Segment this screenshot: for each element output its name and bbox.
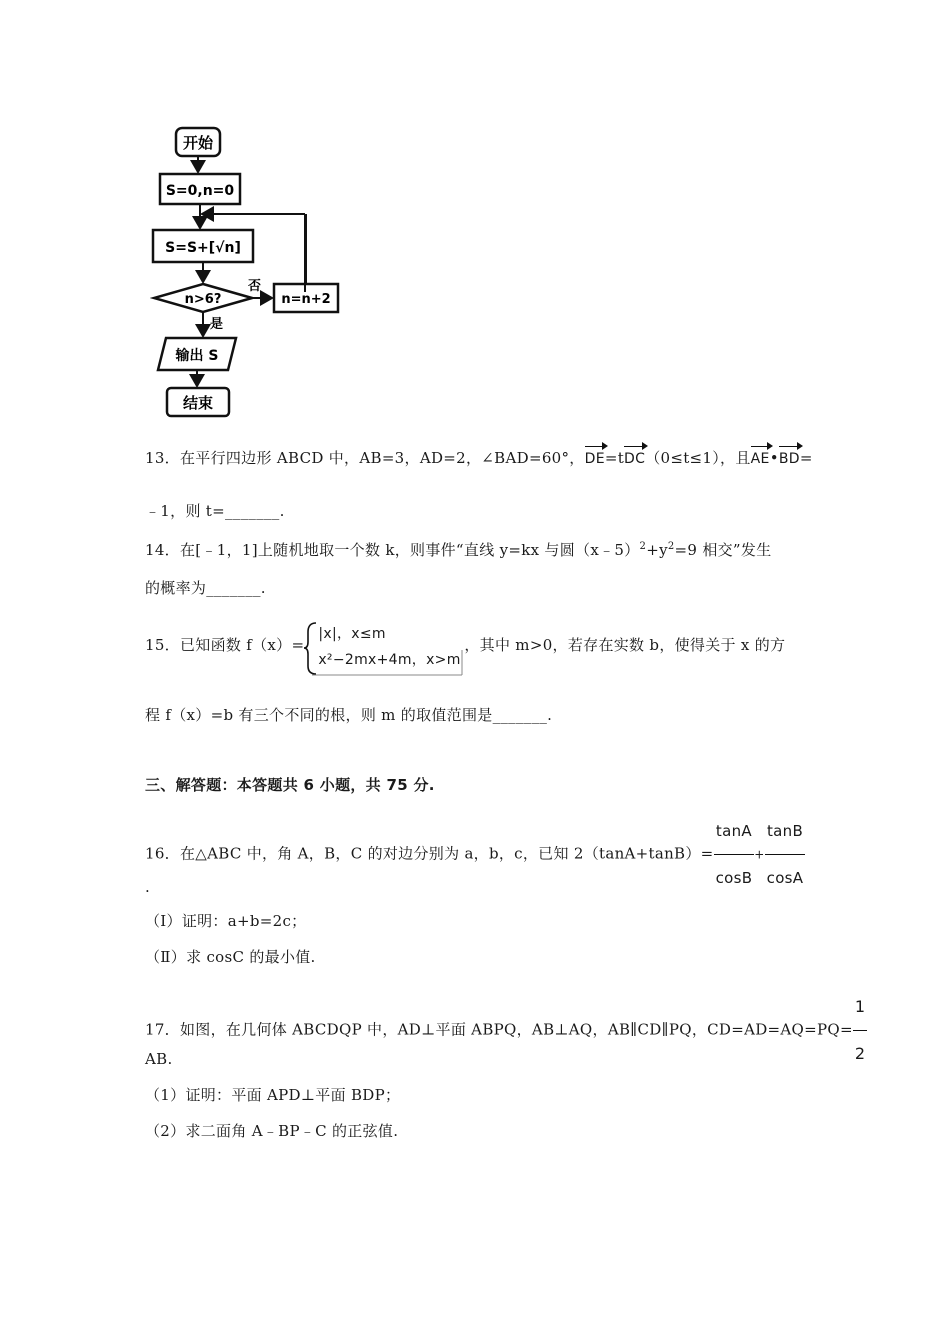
q13-line1 [145, 446, 813, 470]
flowchart-figure [150, 122, 370, 422]
q14-sup-b: 2 [667, 541, 675, 552]
flow-no-label: 否 [248, 279, 262, 294]
q15-line1 [145, 617, 785, 673]
vector-ae: AE [751, 446, 770, 470]
q16-frac-1 [714, 808, 755, 901]
q17-text: 17．如图，在几何体 ABCDQP 中，AD⊥平面 ABPQ，AB⊥AQ，AB∥CD∥PQ，CD=AD=AQ=PQ= [145, 1020, 853, 1039]
flow-yes-label: 是 [210, 317, 224, 332]
q17-frac [853, 984, 867, 1077]
q16-frac1-num: tanA [714, 808, 755, 855]
q16-frac2-den: cosA [766, 869, 804, 887]
q14-text-a: 14．在[﹣1，1]上随机地取一个数 k，则事件“直线 y=kx 与圆（x﹣5） [145, 541, 640, 559]
flow-end-text: 结束 [182, 394, 214, 412]
q16-frac-2 [765, 808, 806, 901]
flow-start-text: 开始 [182, 134, 214, 152]
q14-text-c: =9 相交”发生 [674, 541, 772, 559]
q14-line2: 的概率为_______. [145, 579, 266, 597]
section-3-heading: 三、解答题：本答题共 6 小题，共 75 分. [145, 776, 435, 794]
q14-text-b: +y [646, 541, 668, 559]
q16-text: 16．在△ABC 中，角 A，B，C 的对边分别为 a，b，c，已知 2（tanA+tanB）= [145, 844, 714, 863]
q17-part1: （1）证明：平面 APD⊥平面 BDP； [145, 1086, 401, 1104]
flow-increment-text: n=n+2 [281, 292, 331, 307]
q17-line1 [145, 984, 867, 1077]
q17-line2: AB. [145, 1050, 173, 1068]
q16-plus: + [754, 847, 765, 862]
q16-period: . [145, 878, 151, 896]
q15-line2: 程 f（x）=b 有三个不同的根，则 m 的取值范围是_______. [145, 706, 553, 724]
q15-case1: |x|，x≤m [318, 626, 386, 642]
q17-frac-num: 1 [853, 984, 867, 1031]
q16-part1: （Ⅰ）证明：a+b=2c； [145, 912, 307, 930]
q13-line2: ﹣1，则 t=_______. [145, 502, 285, 520]
q15-suffix: ，其中 m>0，若存在实数 b，使得关于 x 的方 [464, 636, 786, 654]
q15-case2: x²−2mx+4m，x>m [318, 652, 461, 668]
q15-piecewise [304, 620, 464, 672]
q17-frac-den: 2 [854, 1044, 866, 1063]
q13-dot: • [769, 449, 779, 467]
flow-condition-text: n>6? [184, 292, 222, 307]
q13-eq: = [799, 449, 813, 467]
flow-accumulate-text: S=S+[√n] [165, 240, 241, 256]
q17-part2: （2）求二面角 A﹣BP﹣C 的正弦值. [145, 1122, 399, 1140]
q16-frac1-den: cosB [715, 869, 753, 887]
vector-bd: BD [779, 446, 800, 470]
q16-frac2-num: tanB [765, 808, 806, 855]
vector-dc: DC [624, 446, 645, 470]
q15-prefix: 15．已知函数 f（x）= [145, 636, 305, 654]
q14-sup-a: 2 [639, 541, 647, 552]
q13-text-a: 13．在平行四边形 ABCD 中，AB=3，AD=2，∠BAD=60°， [145, 449, 585, 467]
q16-line1 [145, 808, 805, 901]
vector-de: DE [585, 446, 605, 470]
flow-output-text: 输出 S [175, 348, 219, 364]
q13-range: （0≤t≤1），且 [645, 449, 751, 467]
q16-part2: （Ⅱ）求 cosC 的最小值. [145, 948, 316, 966]
q13-eq-t: =t [604, 449, 625, 467]
q14-line1 [145, 536, 772, 561]
flow-init-text: S=0,n=0 [165, 183, 235, 199]
